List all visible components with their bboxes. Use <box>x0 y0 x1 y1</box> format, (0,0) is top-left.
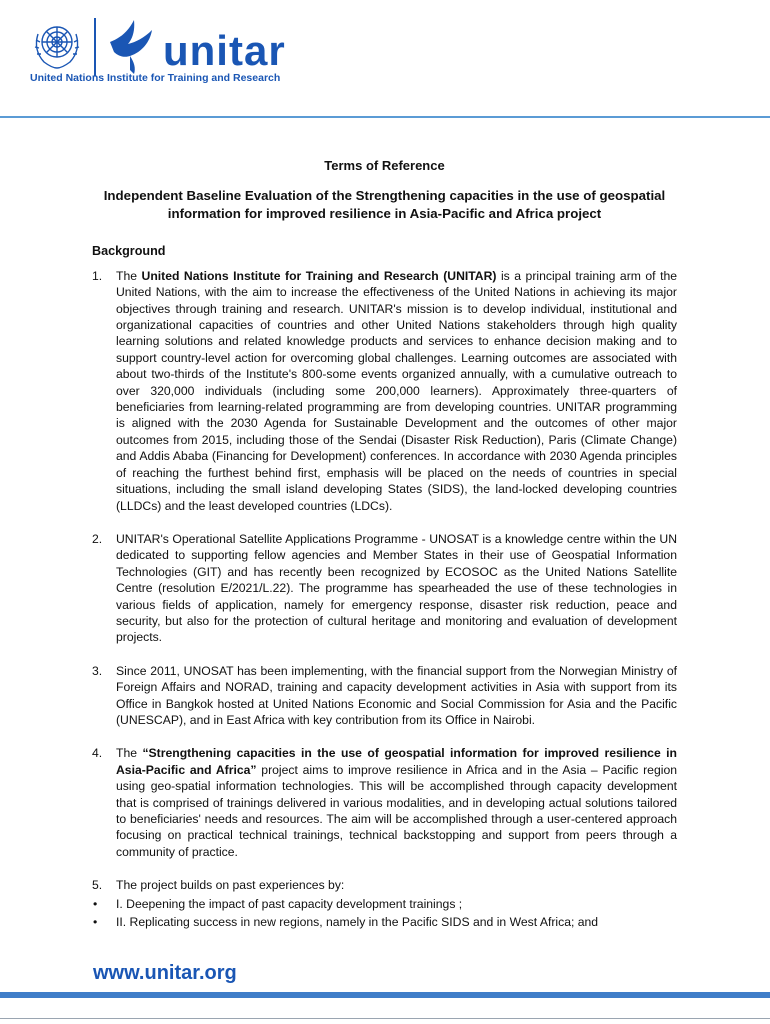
paragraph-text-bold: United Nations Institute for Training and Research (UNITAR) <box>141 268 497 283</box>
logo-subtitle: United Nations Institute for Training and Research <box>30 72 281 84</box>
paragraph-number: 3. <box>92 663 103 678</box>
paragraph-text-bold: “Strengthening capacities in the use of geospatial information for improved resilience in Asia-Pacific and Africa” <box>116 746 677 777</box>
header-divider <box>0 116 770 118</box>
document-title: Terms of Reference <box>324 158 445 173</box>
paragraph-text-pre: The <box>116 268 142 283</box>
logo-divider <box>94 18 96 76</box>
paragraph-text: The project builds on past experiences by: <box>116 878 345 893</box>
footer-divider <box>0 992 770 998</box>
paragraph-text-post: is a principal training arm of the United Nations, with the aim to increase the effectiveness of the United Nations in achieving its major objectives through training and research. UNITAR's mission is to develop individual, institutional and organizational capacities of countries and other United Nations stakeholders through high quality learning solutions and related knowledge products and services to enhance decision making and to support country-level action for overcoming global challenges. Learning outcomes are associated with about two-thirds of the Institute's 800-some events organized annually, with a cumulative outreach to over 320,000 individuals (including some 200,000 learners). Approximately three-quarters of beneficiaries from learning-related programming are from developing countries. UNITAR programming is aligned with the 2030 Agenda for Sustainable Development and the outcomes of other major outcomes from 2015, including those of the Sendai (Disaster Risk Reduction), Paris (Climate Change) and Addis Ababa (Financing for Development) conferences. In accordance with 2030 Agenda principles of reaching the furthest behind first, emphasis will be placed on the needs of countries in special situations, including the small island developing States (SIDS), the land-locked developing countries (LLDCs) and the least developed countries (LDCs). <box>116 268 678 513</box>
paragraph-text-pre: The <box>116 746 143 761</box>
paragraph-number: 1. <box>92 268 103 283</box>
list-item <box>92 914 677 930</box>
paragraph-4 <box>92 745 677 860</box>
paragraph-text-post: project aims to improve resilience in Africa and in the Asia – Pacific region using geo-spatial information technologies. This will be accomplished through capacity development that is comprised of trainings delivered in various modalities, and in developing actual solutions tailored to beneficiaries' needs and resources. The aim will be accomplished through a user-centered approach focusing on practical technical trainings, technical backstopping and support from peers through a community of practice. <box>116 762 677 859</box>
unitar-bird-icon <box>100 12 166 78</box>
paragraph-number: 4. <box>92 746 103 761</box>
footer-bottom-line <box>0 1018 770 1019</box>
section-heading-background: Background <box>92 244 166 259</box>
paragraph-1 <box>92 268 677 514</box>
bullet-icon: • <box>93 896 98 911</box>
paragraph-3 <box>92 663 677 729</box>
page-header <box>0 0 770 118</box>
paragraph-text: Since 2011, UNOSAT has been implementing, with the financial support from the Norwegian Ministry of Foreign Affairs and NORAD, training and capacity development activities in Asia with support from its Office in Bangkok hosted at United Nations Economic and Social Commission for Asia and the Pacific (UNESCAP), and in East Africa with key contribution from its Office in Nairobi. <box>116 663 677 727</box>
paragraph-2 <box>92 531 677 646</box>
paragraph-number: 2. <box>92 531 103 546</box>
footer-website-link[interactable]: www.unitar.org <box>93 962 237 984</box>
document-body <box>92 158 677 932</box>
list-item <box>92 896 677 912</box>
document-subtitle: Independent Baseline Evaluation of the Strengthening capacities in the use of geospatial information for improved resilience in Asia-Pacific and Africa project <box>103 188 666 222</box>
list-item-text: I. Deepening the impact of past capacity development trainings ; <box>116 896 463 911</box>
paragraph-5 <box>92 877 677 893</box>
paragraph-text: UNITAR's Operational Satellite Applications Programme - UNOSAT is a knowledge centre within the UN dedicated to supporting fellow agencies and Member States in their use of Geospatial Information Technologies (GIT) and has recently been recognized by ECOSOC as the United Nations Satellite Centre (resolution E/2021/L.22). The programme has spearheaded the use of these technologies in various fields of application, namely for emergency response, disaster risk reduction, peace and security, but also for the protection of cultural heritage and monitoring and evaluation of development projects. <box>116 531 677 645</box>
un-emblem-icon <box>30 20 84 72</box>
logo-wordmark: unitar <box>163 27 286 74</box>
list-item-text: II. Replicating success in new regions, namely in the Pacific SIDS and in West Africa; and <box>116 915 599 930</box>
page-footer <box>0 960 770 1024</box>
paragraph-number: 5. <box>92 878 103 893</box>
bullet-icon: • <box>93 915 98 930</box>
